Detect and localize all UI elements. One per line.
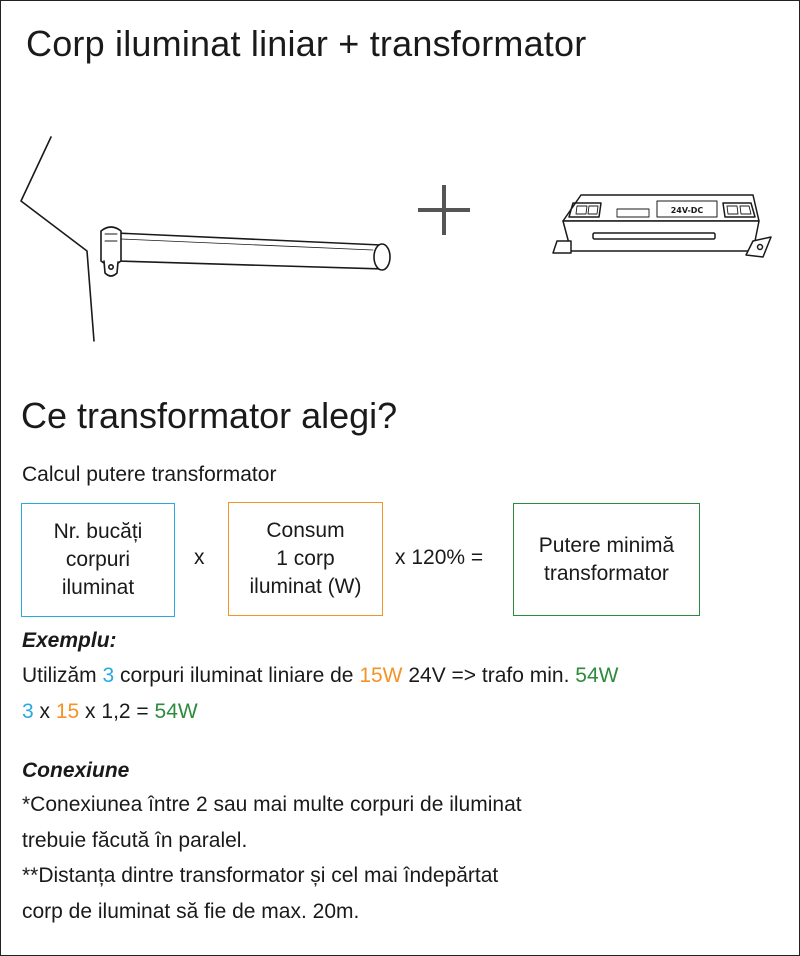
example-text: 24V => trafo min. — [402, 664, 576, 687]
connection-line-2: trebuie făcută în paralel. — [22, 829, 248, 852]
example-result: 54W — [154, 700, 198, 723]
example-power: 15W — [359, 664, 403, 687]
transformer-icon — [553, 195, 771, 257]
formula-box-count: Nr. bucăți corpuri iluminat — [21, 503, 175, 617]
plus-icon — [418, 185, 470, 235]
connection-line-4: corp de iluminat să fie de max. 20m. — [22, 900, 360, 923]
linear-light-fixture-icon — [21, 137, 390, 341]
connection-heading: Conexiune — [22, 759, 130, 782]
formula-box-consumption: Consum 1 corp iluminat (W) — [228, 502, 383, 616]
example-line-2 — [22, 700, 198, 724]
formula-box-result: Putere minimă transformator — [513, 503, 700, 616]
connection-line-3: **Distanța dintre transformator și cel mai îndepărtat — [22, 864, 499, 887]
example-result: 54W — [575, 664, 619, 687]
transformer-label: 24V-DC — [670, 206, 704, 215]
example-line-1 — [22, 664, 618, 688]
example-text: x 1,2 = — [79, 700, 155, 723]
example-count: 3 — [102, 664, 115, 687]
page-title: Corp iluminat liniar + transformator — [26, 23, 587, 64]
example-count: 3 — [22, 700, 34, 723]
example-text: x — [33, 700, 56, 723]
connection-line-1: *Conexiunea între 2 sau mai multe corpuri de iluminat — [22, 793, 522, 816]
section-title: Ce transformator alegi? — [21, 395, 398, 436]
formula-operator-percent-equals: x 120% = — [395, 546, 484, 569]
example-text: Utilizăm — [22, 664, 103, 687]
section-subtitle: Calcul putere transformator — [22, 463, 277, 486]
formula-operator-multiply: x — [194, 546, 205, 569]
example-heading: Exemplu: — [22, 629, 117, 652]
example-text: corpuri iluminat liniare de — [114, 664, 360, 687]
illustration — [1, 121, 800, 361]
example-power: 15 — [55, 700, 80, 723]
